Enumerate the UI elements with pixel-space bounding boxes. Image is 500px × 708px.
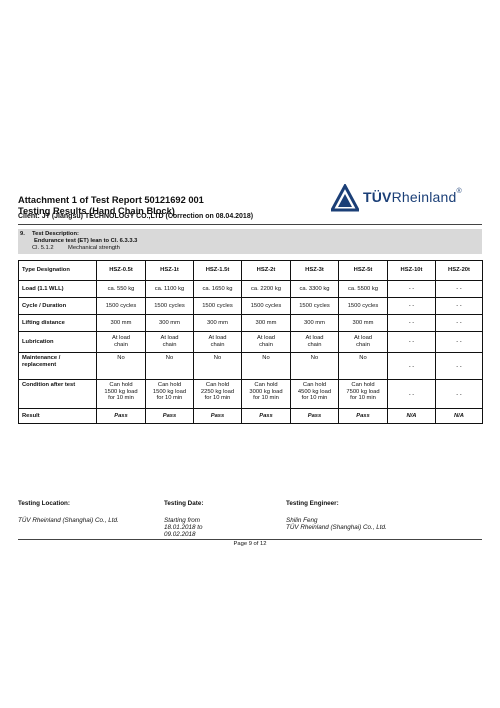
header-cell: HSZ-1t [146,261,194,281]
table-cell: At load chain [291,332,339,353]
clause-name: Mechanical strength [68,245,120,251]
test-description [18,229,482,254]
table-cell: At load chain [339,332,388,353]
page-number: Page 9 of 12 [233,541,267,547]
table-cell: No [291,353,339,380]
client-line: Client: JT (Jiangsu) TECHNOLOGY CO.,LTD (Correction on 08.04.2018) [18,213,254,220]
tuv-rheinland-logo [331,184,481,214]
table-cell: 1500 cycles [291,298,339,315]
table-cell: Can hold 2250 kg load for 10 min [194,380,242,409]
table-cell: 300 mm [97,315,146,332]
table-cell: At load chain [97,332,146,353]
testing-engineer-value [286,517,387,531]
table-cell: ca. 1100 kg [146,281,194,298]
testing-location-label: Testing Location: [18,500,71,507]
table-row [19,353,483,380]
table-cell: - - [436,380,483,409]
table-cell: - - [388,298,436,315]
table-cell: - - [388,332,436,353]
table-cell: 300 mm [339,315,388,332]
report-title-line1: Attachment 1 of Test Report 50121692 001 [18,195,204,205]
table-cell: - - [388,281,436,298]
table-cell: At load chain [194,332,242,353]
table-cell: 300 mm [146,315,194,332]
testing-date-line: 18.01.2018 to [164,524,203,532]
table-cell: 300 mm [291,315,339,332]
table-cell: ca. 3300 kg [291,281,339,298]
header-cell: HSZ-5t [339,261,388,281]
table-row [19,281,483,298]
table-cell: 300 mm [242,315,291,332]
result-cell: Pass [339,409,388,424]
footer-rule [18,539,482,540]
row-label: Lubrication [19,332,97,353]
results-table [18,260,483,424]
row-label: Load (1.1 WLL) [19,281,97,298]
clause-number: Cl. 5.1.2 [32,245,54,251]
result-cell: Pass [97,409,146,424]
header-cell: HSZ-0.5t [97,261,146,281]
result-row [19,409,483,424]
table-cell: At load chain [146,332,194,353]
testing-date-line: 09.02.2018 [164,531,196,539]
engineer-name: Shilin Feng [286,517,318,524]
table-row [19,380,483,409]
result-cell: N/A [436,409,483,424]
row-label: Maintenance / replacement [19,353,97,380]
table-header-row [19,261,483,281]
table-cell: - - [436,332,483,353]
table-cell: - - [388,315,436,332]
testing-date-value [164,517,203,539]
row-label: Cycle / Duration [19,298,97,315]
table-cell: No [97,353,146,380]
row-label: Lifting distance [19,315,97,332]
table-cell: ca. 2200 kg [242,281,291,298]
testing-engineer-label: Testing Engineer: [286,500,339,507]
table-cell: - - [436,281,483,298]
testing-date-label: Testing Date: [164,500,204,507]
table-cell: Can hold 4500 kg load for 10 min [291,380,339,409]
table-cell: 1500 cycles [146,298,194,315]
table-cell: No [146,353,194,380]
table-cell: Can hold 3000 kg load for 10 min [242,380,291,409]
header-cell: HSZ-1.5t [194,261,242,281]
test-name: Endurance test (ET) lean to Cl. 6.3.3.3 [34,238,138,244]
result-cell: N/A [388,409,436,424]
table-cell: 1500 cycles [242,298,291,315]
table-cell: ca. 1650 kg [194,281,242,298]
table-cell: 1500 cycles [194,298,242,315]
table-row [19,332,483,353]
header-cell: Type Designation [19,261,97,281]
table-cell: At load chain [242,332,291,353]
table-cell: - - [436,298,483,315]
logo-text [363,189,462,205]
result-cell: Pass [146,409,194,424]
table-cell: - - [436,353,483,380]
logo-text-bold: TÜV [363,189,392,205]
table-cell: Can hold 1500 kg load for 10 min [146,380,194,409]
header-cell: HSZ-20t [436,261,483,281]
engineer-company: TÜV Rheinland (Shanghai) Co., Ltd. [286,524,387,532]
section-number: 9. [20,231,25,237]
table-cell: Can hold 7500 kg load for 10 min [339,380,388,409]
header-rule [18,224,482,225]
row-label: Result [19,409,97,424]
table-row [19,315,483,332]
result-cell: Pass [242,409,291,424]
header-cell: HSZ-10t [388,261,436,281]
tuv-triangle-icon [331,184,359,212]
result-cell: Pass [291,409,339,424]
table-cell: No [339,353,388,380]
header-cell: HSZ-2t [242,261,291,281]
testing-location-value: TÜV Rheinland (Shanghai) Co., Ltd. [18,517,119,524]
report-title-line2: Testing Results (Hand Chain Block) [18,205,175,216]
logo-text-rest: Rheinland [391,189,457,205]
table-cell: Can hold 1500 kg load for 10 min [97,380,146,409]
table-cell: - - [388,380,436,409]
table-cell: - - [436,315,483,332]
table-row [19,298,483,315]
result-cell: Pass [194,409,242,424]
table-cell: 1500 cycles [339,298,388,315]
row-label: Condition after test [19,380,97,409]
registered-mark: ® [456,188,462,195]
header-cell: HSZ-3t [291,261,339,281]
table-cell: ca. 550 kg [97,281,146,298]
table-cell: 300 mm [194,315,242,332]
table-cell: No [194,353,242,380]
section-title: Test Description: [32,231,79,237]
table-cell: - - [388,353,436,380]
table-cell: No [242,353,291,380]
testing-date-line: Starting from [164,517,201,524]
table-cell: 1500 cycles [97,298,146,315]
table-cell: ca. 5500 kg [339,281,388,298]
